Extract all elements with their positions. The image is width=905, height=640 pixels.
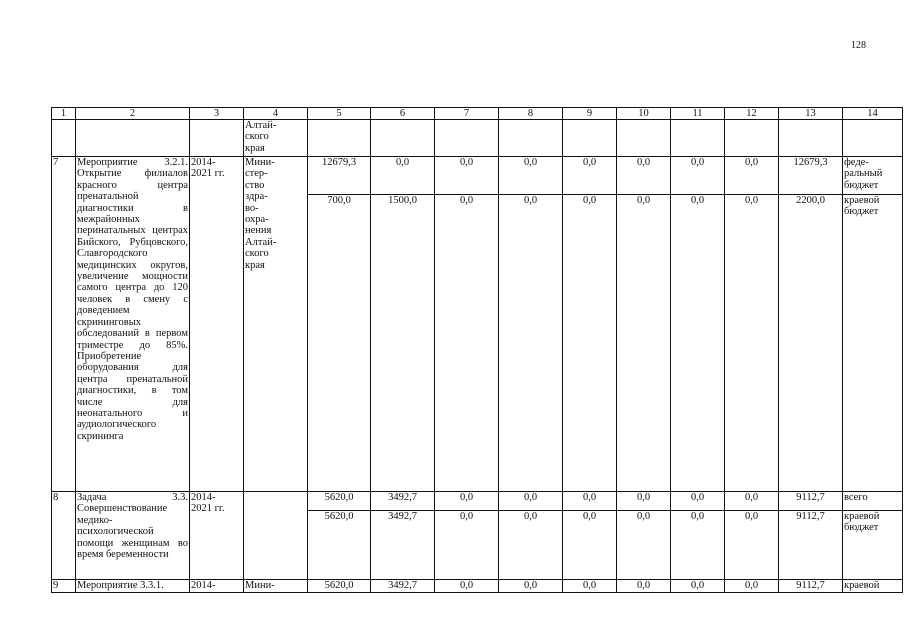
column-header: 7 (435, 108, 499, 120)
value-cell: 700,0 (308, 195, 371, 492)
column-header: 11 (671, 108, 725, 120)
table-cell (843, 120, 903, 157)
table-row (52, 492, 903, 511)
value-cell: 0,0 (435, 492, 499, 511)
total-cell: 2200,0 (779, 195, 843, 492)
column-header: 8 (499, 108, 563, 120)
executor-cell: Алтай- ского края (244, 120, 308, 157)
value-cell: 0,0 (617, 511, 671, 580)
value-cell: 0,0 (499, 492, 563, 511)
executor-cell: Мини- (244, 580, 308, 593)
value-cell: 0,0 (725, 580, 779, 593)
table-cell (308, 120, 371, 157)
funding-source: краевой бюджет (843, 195, 903, 492)
funding-source: краевой (843, 580, 903, 593)
executor-cell: Мини- стер- ство здра- во- охра- нения Алтай- ского края (244, 157, 308, 492)
value-cell: 3492,7 (371, 580, 435, 593)
period-cell: 2014- 2021 гг. (190, 157, 244, 492)
page-number: 128 (851, 40, 866, 51)
total-cell: 9112,7 (779, 580, 843, 593)
value-cell: 0,0 (671, 492, 725, 511)
value-cell: 5620,0 (308, 580, 371, 593)
table-row (52, 157, 903, 195)
value-cell: 0,0 (617, 195, 671, 492)
table-cell (76, 120, 190, 157)
activity-description: Задача 3.3. Совершенствование медико-психологической помощи женщинам во время беременности (76, 492, 190, 580)
budget-table (51, 107, 903, 593)
table-cell (563, 120, 617, 157)
value-cell: 1500,0 (371, 195, 435, 492)
row-number: 8 (52, 492, 76, 580)
column-number-row (52, 108, 903, 120)
value-cell: 0,0 (617, 580, 671, 593)
table-cell (725, 120, 779, 157)
value-cell: 0,0 (671, 511, 725, 580)
value-cell: 0,0 (435, 157, 499, 195)
table-cell (779, 120, 843, 157)
value-cell: 0,0 (499, 580, 563, 593)
table-row (52, 580, 903, 593)
value-cell: 5620,0 (308, 492, 371, 511)
value-cell: 0,0 (725, 195, 779, 492)
activity-description: Мероприятие 3.3.1. (76, 580, 190, 593)
value-cell: 5620,0 (308, 511, 371, 580)
value-cell: 0,0 (617, 492, 671, 511)
total-cell: 12679,3 (779, 157, 843, 195)
value-cell: 0,0 (671, 580, 725, 593)
value-cell: 0,0 (617, 157, 671, 195)
table-cell (671, 120, 725, 157)
value-cell: 0,0 (499, 195, 563, 492)
table-row (52, 120, 903, 157)
period-cell: 2014- 2021 гг. (190, 492, 244, 580)
value-cell: 0,0 (499, 511, 563, 580)
row-number: 9 (52, 580, 76, 593)
value-cell: 3492,7 (371, 492, 435, 511)
value-cell: 0,0 (725, 157, 779, 195)
funding-source: краевой бюджет (843, 511, 903, 580)
activity-description: Мероприятие 3.2.1. Открытие филиалов красного центра пренатальной диагностики в межрайонных перинатальных центрах Бийского, Рубцовского, Славгородского медицинских округов, увеличение мощности самого центра до 120 человек в смену с доведением скрининговых обследований в первом триместре до 85%. Приобретение оборудования для центра пренатальной диагностики, в том числе для неонатального и аудиологического скрининга (76, 157, 190, 492)
column-header: 13 (779, 108, 843, 120)
value-cell: 0,0 (435, 511, 499, 580)
value-cell: 3492,7 (371, 511, 435, 580)
value-cell: 0,0 (563, 492, 617, 511)
value-cell: 0,0 (671, 195, 725, 492)
column-header: 14 (843, 108, 903, 120)
executor-cell (244, 492, 308, 580)
value-cell: 0,0 (371, 157, 435, 195)
column-header: 9 (563, 108, 617, 120)
column-header: 10 (617, 108, 671, 120)
value-cell: 0,0 (725, 511, 779, 580)
value-cell: 0,0 (435, 195, 499, 492)
table-cell (499, 120, 563, 157)
column-header: 1 (52, 108, 76, 120)
column-header: 3 (190, 108, 244, 120)
column-header: 2 (76, 108, 190, 120)
value-cell: 0,0 (563, 195, 617, 492)
funding-source: феде- ральный бюджет (843, 157, 903, 195)
table-cell (190, 120, 244, 157)
period-cell: 2014- (190, 580, 244, 593)
funding-source: всего (843, 492, 903, 511)
table-cell (52, 120, 76, 157)
total-cell: 9112,7 (779, 511, 843, 580)
table-cell (617, 120, 671, 157)
value-cell: 0,0 (563, 580, 617, 593)
column-header: 6 (371, 108, 435, 120)
value-cell: 0,0 (499, 157, 563, 195)
column-header: 5 (308, 108, 371, 120)
value-cell: 0,0 (563, 511, 617, 580)
table-cell (371, 120, 435, 157)
value-cell: 0,0 (563, 157, 617, 195)
column-header: 12 (725, 108, 779, 120)
value-cell: 0,0 (435, 580, 499, 593)
table-cell (435, 120, 499, 157)
value-cell: 12679,3 (308, 157, 371, 195)
column-header: 4 (244, 108, 308, 120)
total-cell: 9112,7 (779, 492, 843, 511)
row-number: 7 (52, 157, 76, 492)
value-cell: 0,0 (725, 492, 779, 511)
value-cell: 0,0 (671, 157, 725, 195)
